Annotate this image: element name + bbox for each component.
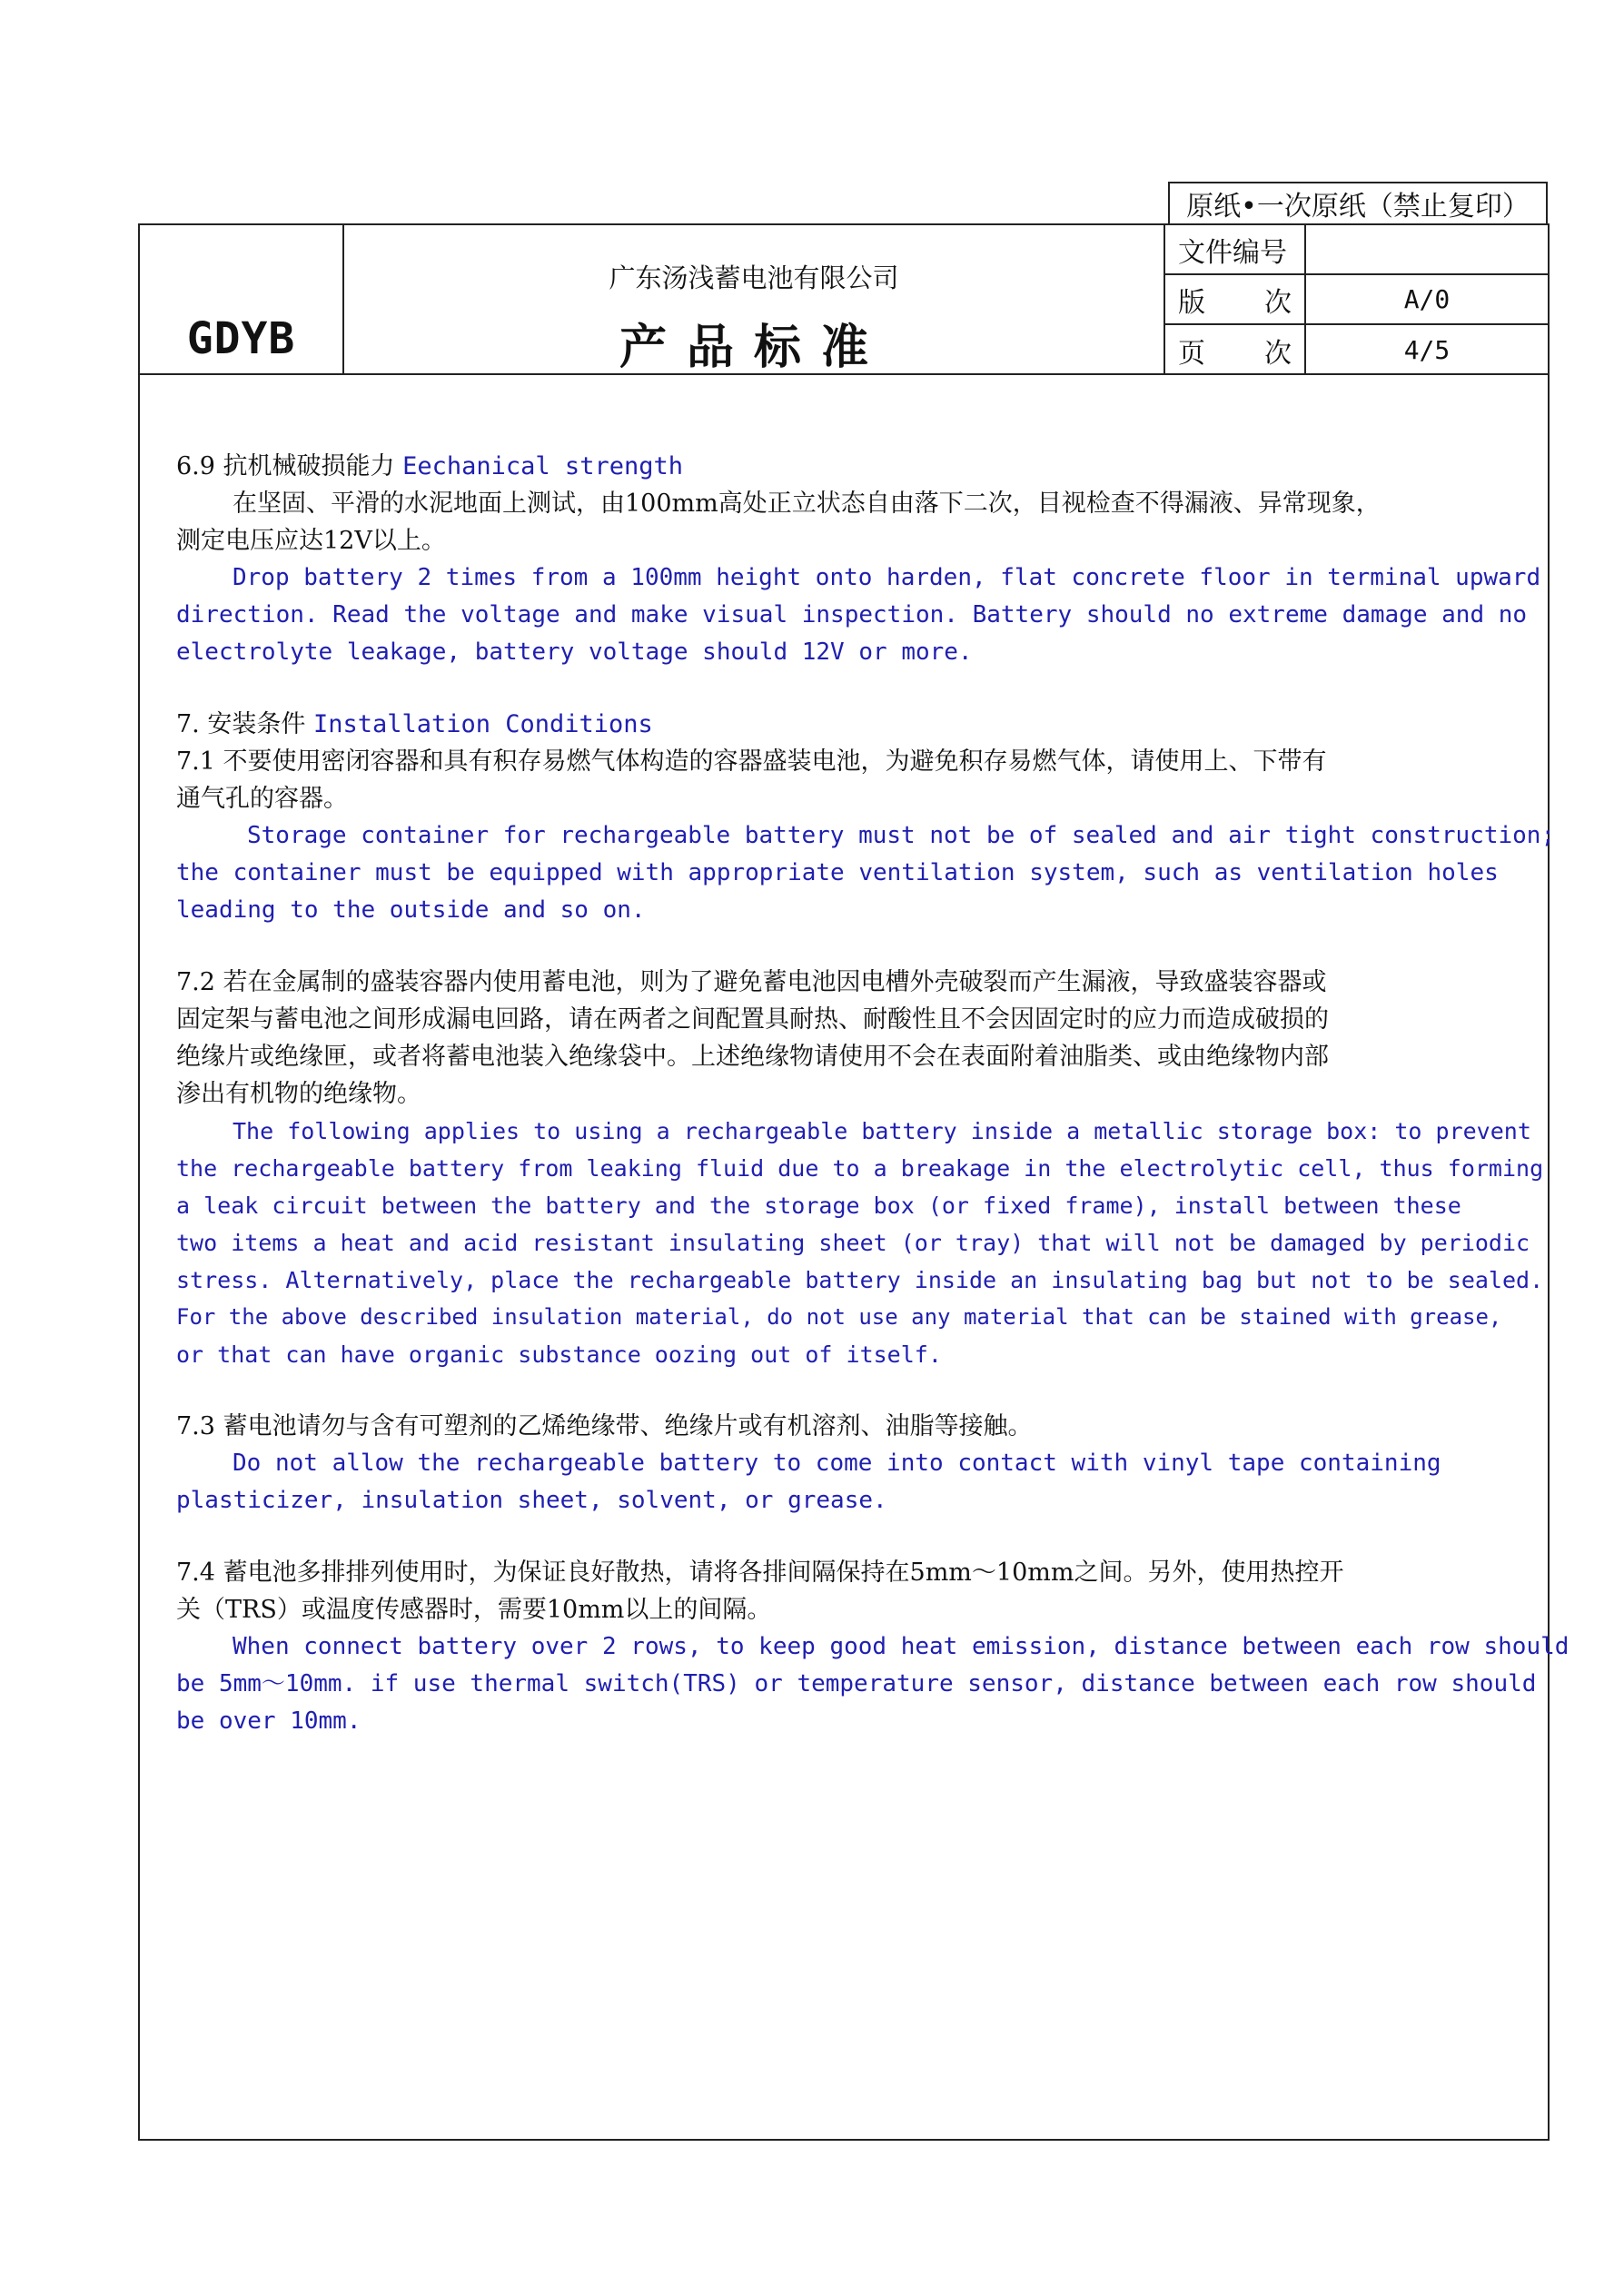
section-7-2-en-line: The following applies to using a rechargeable battery inside a metallic storage box: to prevent (233, 1118, 1531, 1144)
section-7-4-cn-line: 7.4 蓄电池多排排列使用时，为保证良好散热，请将各排间隔保持在5mm～10mm之间。另外，使用热控开 (176, 1559, 1344, 1587)
section-7-4-en-line: be over 10mm. (176, 1707, 361, 1735)
spacer (176, 1519, 1515, 1554)
spacer (176, 929, 1515, 964)
section-7-2-cn-line: 渗出有机物的绝缘物。 (176, 1080, 421, 1108)
section-7-2-en-line: two items a heat and acid resistant insulating sheet (or tray) that will not be damaged by periodic (176, 1230, 1530, 1256)
section-6-9-en-line: Drop battery 2 times from a 100mm height onto harden, flat concrete floor in terminal upward (233, 564, 1541, 591)
section-7-1-cn-line: 通气孔的容器。 (176, 785, 348, 813)
document-body (176, 448, 1570, 1740)
section-6-9-cn-line: 测定电压应达12V以上。 (176, 527, 446, 555)
meta-row-version (1165, 275, 1548, 325)
meta-row-doc-no (1165, 225, 1548, 275)
section-7-1-en-line: the container must be equipped with appropriate ventilation system, such as ventilation holes (176, 859, 1499, 886)
original-copy-stamp (1168, 182, 1548, 223)
meta-table (1165, 225, 1548, 373)
section-7-4-en-line: be 5mm～10mm. if use thermal switch(TRS) or temperature sensor, distance between each row should (176, 1670, 1537, 1697)
company-name: 广东汤浅蓄电池有限公司 (609, 262, 899, 293)
section-6-9-cn-line: 在坚固、平滑的水泥地面上测试，由100mm高处正立状态自由落下二次，目视检查不得漏液、异常现象， (233, 490, 1381, 518)
stamp-text: 原纸•一次原纸（禁止复印） (1186, 191, 1530, 223)
title-cell (344, 225, 1165, 373)
section-7-4-en-line: When connect battery over 2 rows, to keep good heat emission, distance between each row should (233, 1633, 1570, 1660)
section-7-2-cn-line: 固定架与蓄电池之间形成漏电回路，请在两者之间配置具耐热、耐酸性且不会因固定时的应力而造成破损的 (176, 1005, 1329, 1034)
section-7-3-en-line: plasticizer, insulation sheet, solvent, or grease. (176, 1487, 887, 1514)
doc-no-value (1306, 225, 1548, 273)
section-7-2-en-line: stress. Alternatively, place the rechargeable battery inside an insulating bag but not to be sealed. (176, 1267, 1544, 1293)
section-6-9-number: 6.9 抗机械破损能力 (176, 452, 395, 480)
page-label-part1: 页 (1178, 337, 1205, 370)
logo-cell (140, 225, 344, 373)
section-7-2-en-line: the rechargeable battery from leaking fluid due to a breakage in the electrolytic cell, thus forming (176, 1155, 1544, 1182)
page-value: 4/5 (1403, 335, 1451, 365)
page-label (1165, 325, 1306, 375)
section-7-2-en-line: For the above described insulation material, do not use any material that can be stained with grease, (176, 1304, 1502, 1330)
doc-no-label: 文件编号 (1165, 225, 1306, 273)
section-7-en-title: Installation Conditions (312, 710, 653, 738)
section-7-4-cn-line: 关（TRS）或温度传感器时，需要10mm以上的间隔。 (176, 1596, 772, 1624)
company-logo-text: GDYB (186, 313, 296, 364)
version-label-part2: 次 (1264, 286, 1292, 319)
section-6-9-en-title: Eechanical strength (402, 452, 683, 480)
section-7-2-cn-line: 7.2 若在金属制的盛装容器内使用蓄电池，则为了避免蓄电池因电槽外壳破裂而产生漏液，导致盛装容器或 (176, 968, 1327, 996)
page-label-part2: 次 (1264, 337, 1292, 370)
section-7-3-en-line: Do not allow the rechargeable battery to come into contact with vinyl tape containing (233, 1450, 1441, 1477)
version-value: A/0 (1403, 284, 1451, 314)
version-label-part1: 版 (1178, 286, 1205, 319)
section-7-1-en-line: leading to the outside and so on. (176, 896, 646, 924)
document-header (140, 225, 1548, 375)
meta-row-page (1165, 325, 1548, 375)
section-6-9-en-line: direction. Read the voltage and make visual inspection. Battery should no extreme damage and no (176, 601, 1528, 628)
section-7-heading (176, 706, 1515, 743)
section-7-2-en-line: a leak circuit between the battery and the storage box (or fixed frame), install between these (176, 1193, 1461, 1219)
spacer (176, 1373, 1515, 1408)
section-7-3-cn-line: 7.3 蓄电池请勿与含有可塑剂的乙烯绝缘带、绝缘片或有机溶剂、油脂等接触。 (176, 1412, 1033, 1440)
version-label (1165, 275, 1306, 323)
section-7-2-cn-line: 绝缘片或绝缘匣，或者将蓄电池装入绝缘袋中。上述绝缘物请使用不会在表面附着油脂类、或由绝缘物内部 (176, 1043, 1329, 1071)
section-7-2-en-line: or that can have organic substance oozing out of itself. (176, 1341, 942, 1368)
document-title: 产品标准 (619, 321, 888, 375)
section-7-1-en-line: Storage container for rechargeable battery must not be of sealed and air tight construction; (247, 822, 1556, 849)
section-6-9-heading (176, 448, 1515, 485)
section-7-number: 7. 安装条件 (176, 710, 306, 738)
section-7-1-cn-line: 7.1 不要使用密闭容器和具有积存易燃气体构造的容器盛装电池，为避免积存易燃气体，请使用上、下带有 (176, 747, 1327, 776)
spacer (176, 671, 1515, 706)
section-6-9-en-line: electrolyte leakage, battery voltage should 12V or more. (176, 638, 973, 666)
document-frame (138, 223, 1570, 2141)
